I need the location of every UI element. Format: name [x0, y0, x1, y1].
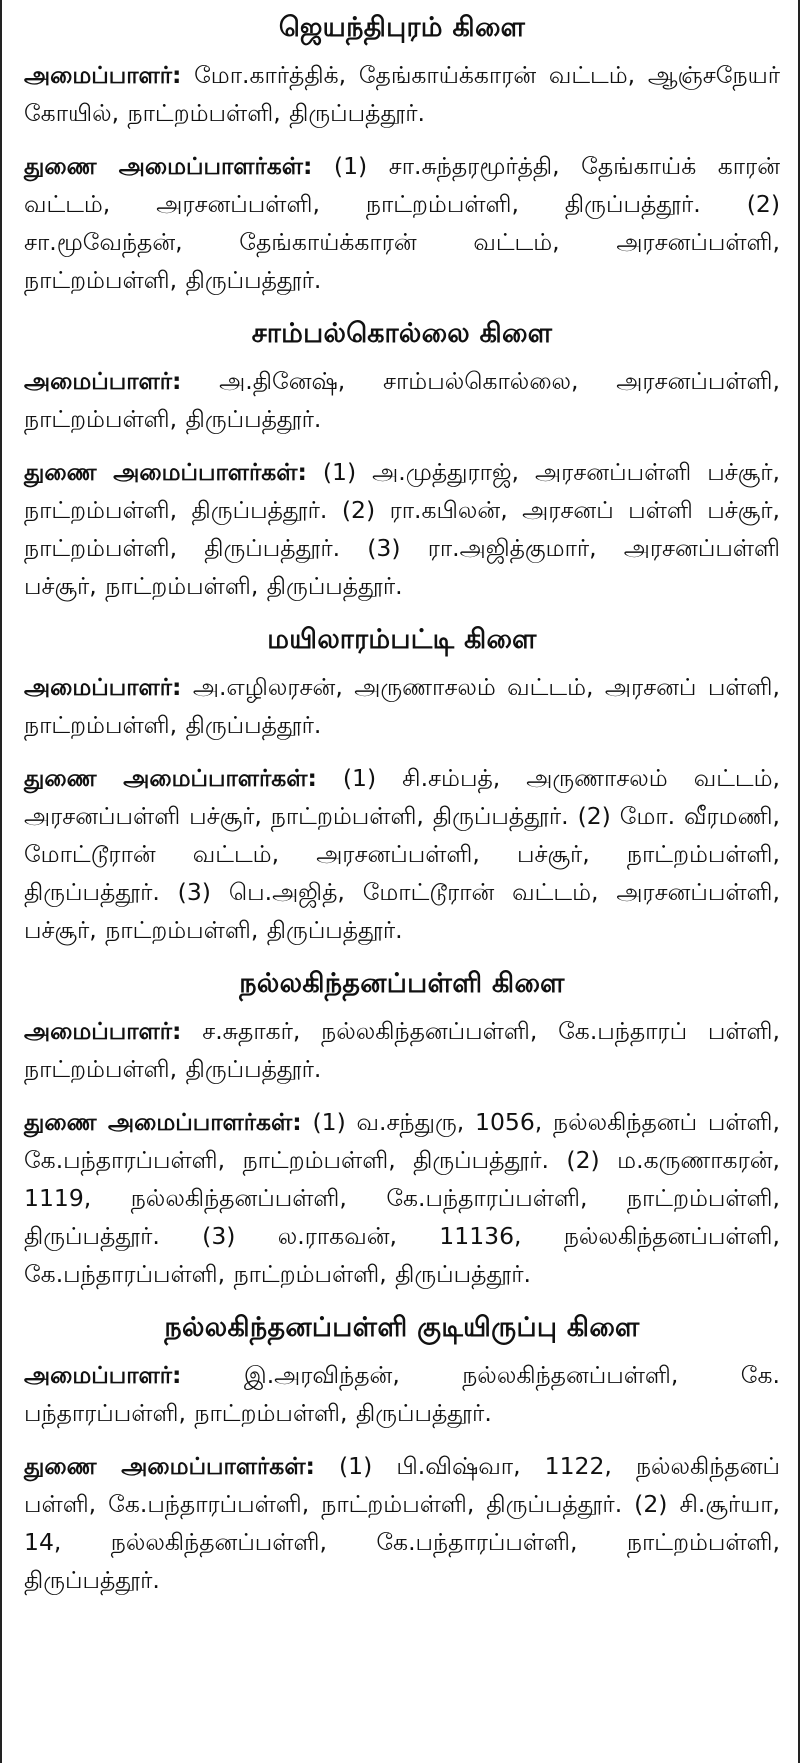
- deputy-organizers-entry: [24, 1103, 780, 1293]
- organizer-text: அ.தினேஷ், சாம்பல்கொல்லை, அரசனப்பள்ளி, நாட்றம்பள்ளி, திருப்பத்தூர்.: [24, 367, 780, 433]
- deputy-organizers-label: துணை அமைப்பாளர்கள்:: [24, 764, 317, 792]
- deputy-organizers-text: (1) பி.விஷ்வா, 1122, நல்லகிந்தனப் பள்ளி, கே.பந்தாரப்பள்ளி, நாட்றம்பள்ளி, திருப்பத்தூர். (2) சி.சூர்யா, 14, நல்லகிந்தனப்பள்ளி, கே.பந்தாரப்பள்ளி, நாட்றம்பள்ளி, திருப்பத்தூர்.: [24, 1452, 780, 1594]
- organizer-label: அமைப்பாளர்:: [24, 61, 182, 89]
- deputy-organizers-entry: [24, 759, 780, 949]
- deputy-organizers-label: துணை அமைப்பாளர்கள்:: [24, 1108, 302, 1136]
- organizer-text: இ.அரவிந்தன், நல்லகிந்தனப்பள்ளி, கே. பந்தாரப்பள்ளி, நாட்றம்பள்ளி, திருப்பத்தூர்.: [24, 1361, 780, 1427]
- branch-title: மயிலாரம்பட்டி கிளை: [267, 624, 537, 655]
- deputy-organizers-entry: [24, 147, 780, 299]
- branch-section-jayanthipuram: [24, 8, 780, 299]
- organizer-label: அமைப்பாளர்:: [24, 367, 182, 395]
- organizer-entry: [24, 56, 780, 132]
- branch-section-nallakinthanapalli: [24, 964, 780, 1293]
- branch-section-nallakinthanapalli-kudiyiruppu: [24, 1308, 780, 1599]
- organizer-label: அமைப்பாளர்:: [24, 673, 182, 701]
- organizer-entry: [24, 362, 780, 438]
- deputy-organizers-text: (1) அ.முத்துராஜ், அரசனப்பள்ளி பச்சூர், நாட்றம்பள்ளி, திருப்பத்தூர். (2) ரா.கபிலன், அரசனப் பள்ளி பச்சூர், நாட்றம்பள்ளி, திருப்பத்தூர். (3) ரா.அஜித்குமார், அரசனப்பள்ளி பச்சூர், நாட்றம்பள்ளி, திருப்பத்தூர்.: [24, 458, 780, 600]
- deputy-organizers-label: துணை அமைப்பாளர்கள்:: [24, 152, 313, 180]
- deputy-organizers-text: (1) சா.சுந்தரமூர்த்தி, தேங்காய்க் காரன் வட்டம், அரசனப்பள்ளி, நாட்றம்பள்ளி, திருப்பத்தூர். (2) சா.மூவேந்தன், தேங்காய்க்காரன் வட்டம், அரசனப்பள்ளி, நாட்றம்பள்ளி, திருப்பத்தூர்.: [24, 152, 780, 294]
- organizer-entry: [24, 668, 780, 744]
- organizer-text: மோ.கார்த்திக், தேங்காய்க்காரன் வட்டம், ஆஞ்சநேயர் கோயில், நாட்றம்பள்ளி, திருப்பத்தூர்.: [24, 61, 780, 127]
- deputy-organizers-label: துணை அமைப்பாளர்கள்:: [24, 458, 307, 486]
- branch-title: சாம்பல்கொல்லை கிளை: [251, 318, 553, 349]
- branch-title: நல்லகிந்தனப்பள்ளி கிளை: [239, 968, 565, 999]
- branch-title: நல்லகிந்தனப்பள்ளி குடியிருப்பு கிளை: [164, 1312, 640, 1343]
- organizer-label: அமைப்பாளர்:: [24, 1361, 182, 1389]
- deputy-organizers-label: துணை அமைப்பாளர்கள்:: [24, 1452, 315, 1480]
- organizer-entry: [24, 1356, 780, 1432]
- organizer-label: அமைப்பாளர்:: [24, 1017, 182, 1045]
- organizer-entry: [24, 1012, 780, 1088]
- organizer-text: ச.சுதாகர், நல்லகிந்தனப்பள்ளி, கே.பந்தாரப் பள்ளி, நாட்றம்பள்ளி, திருப்பத்தூர்.: [24, 1017, 780, 1083]
- deputy-organizers-text: (1) சி.சம்பத், அருணாசலம் வட்டம், அரசனப்பள்ளி பச்சூர், நாட்றம்பள்ளி, திருப்பத்தூர். (2) மோ. வீரமணி, மோட்டூரான் வட்டம், அரசனப்பள்ளி, பச்சூர், நாட்றம்பள்ளி, திருப்பத்தூர். (3) பெ.அஜித், மோட்டூரான் வட்டம், அரசனப்பள்ளி, பச்சூர், நாட்றம்பள்ளி, திருப்பத்தூர்.: [24, 764, 780, 944]
- branch-section-sambalkollai: [24, 314, 780, 605]
- organizer-text: அ.எழிலரசன், அருணாசலம் வட்டம், அரசனப் பள்ளி, நாட்றம்பள்ளி, திருப்பத்தூர்.: [24, 673, 780, 739]
- branch-title: ஜெயந்திபுரம் கிளை: [278, 12, 526, 43]
- deputy-organizers-entry: [24, 1447, 780, 1599]
- branch-section-mayilarampatti: [24, 620, 780, 949]
- deputy-organizers-entry: [24, 453, 780, 605]
- deputy-organizers-text: (1) வ.சந்துரு, 1056, நல்லகிந்தனப் பள்ளி, கே.பந்தாரப்பள்ளி, நாட்றம்பள்ளி, திருப்பத்தூர். (2) ம.கருணாகரன், 1119, நல்லகிந்தனப்பள்ளி, கே.பந்தாரப்பள்ளி, நாட்றம்பள்ளி, திருப்பத்தூர். (3) ல.ராகவன், 11136, நல்லகிந்தனப்பள்ளி, கே.பந்தாரப்பள்ளி, நாட்றம்பள்ளி, திருப்பத்தூர்.: [24, 1108, 780, 1288]
